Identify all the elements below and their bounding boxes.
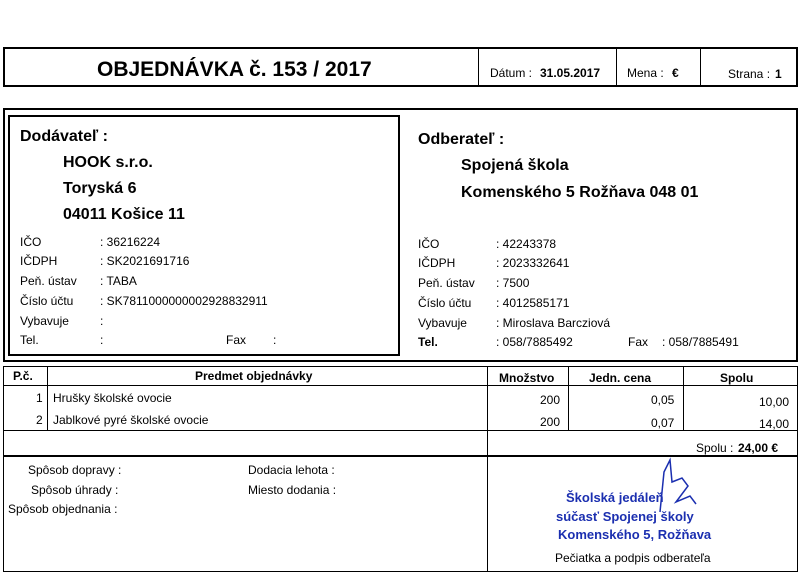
header-divider-3 bbox=[700, 49, 701, 85]
signature-caption: Pečiatka a podpis odberateľa bbox=[555, 551, 711, 565]
supplier-field-label: Tel. bbox=[20, 333, 39, 347]
customer-fax-label: Fax bbox=[628, 335, 649, 349]
currency-value: € bbox=[672, 66, 679, 80]
table-col-line bbox=[47, 366, 48, 430]
supplier-field-label: Číslo účtu bbox=[20, 294, 74, 308]
currency-label: Mena : bbox=[627, 66, 664, 80]
supplier-heading: Dodávateľ : bbox=[20, 128, 108, 145]
row-qty: 200 bbox=[540, 393, 561, 407]
customer-fax-value: : 058/7885491 bbox=[662, 335, 739, 349]
customer-heading: Odberateľ : bbox=[418, 131, 505, 148]
customer-field-label: IČDPH bbox=[418, 256, 456, 270]
page-label: Strana : bbox=[728, 67, 771, 81]
row-qty: 200 bbox=[540, 415, 561, 429]
customer-field-label: Číslo účtu bbox=[418, 296, 472, 310]
row-unit: 0,05 bbox=[651, 393, 675, 407]
supplier-street: Toryská 6 bbox=[63, 180, 137, 197]
supplier-field-label: IČO bbox=[20, 235, 42, 249]
customer-address: Komenského 5 Rožňava 048 01 bbox=[461, 184, 699, 201]
table-header-unit: Jedn. cena bbox=[589, 371, 652, 385]
order-method-label: Spôsob objednania : bbox=[8, 502, 118, 516]
signature-mark bbox=[630, 452, 710, 522]
sum-label: Spolu : bbox=[696, 441, 734, 455]
row-no: 1 bbox=[36, 391, 43, 405]
supplier-field-value: : bbox=[100, 314, 104, 328]
customer-field-value: : 2023332641 bbox=[496, 256, 570, 270]
table-col-line bbox=[568, 366, 569, 430]
footer-divider bbox=[487, 456, 488, 572]
stamp-line-2: súčasť Spojenej školy bbox=[556, 509, 694, 524]
supplier-fax-value: : bbox=[273, 333, 277, 347]
row-total: 14,00 bbox=[759, 417, 790, 431]
items-table bbox=[3, 366, 798, 456]
table-header-qty: Množstvo bbox=[499, 371, 555, 385]
sum-value: 24,00 € bbox=[738, 441, 779, 455]
supplier-field-label: Peň. ústav bbox=[20, 274, 77, 288]
customer-field-label: Vybavuje bbox=[418, 316, 467, 330]
header-divider-2 bbox=[616, 49, 617, 85]
customer-field-value: : 7500 bbox=[496, 276, 530, 290]
stamp-line-1: Školská jedáleň bbox=[566, 490, 664, 505]
payment-label: Spôsob úhrady : bbox=[31, 483, 119, 497]
table-col-line bbox=[683, 366, 684, 430]
customer-field-label: IČO bbox=[418, 237, 440, 251]
delivery-term-label: Dodacia lehota : bbox=[248, 463, 335, 477]
supplier-field-label: Vybavuje bbox=[20, 314, 69, 328]
customer-field-value: : 4012585171 bbox=[496, 296, 570, 310]
customer-field-value: : Miroslava Barcziová bbox=[496, 316, 611, 330]
row-total: 10,00 bbox=[759, 395, 790, 409]
table-header-no: P.č. bbox=[13, 369, 33, 383]
supplier-name: HOOK s.r.o. bbox=[63, 154, 153, 171]
table-body-line bbox=[3, 430, 798, 431]
row-unit: 0,07 bbox=[651, 416, 675, 430]
customer-field-value: : 058/7885492 bbox=[496, 335, 573, 349]
table-header-item: Predmet objednávky bbox=[195, 369, 313, 383]
row-no: 2 bbox=[36, 413, 43, 427]
customer-name: Spojená škola bbox=[461, 157, 569, 174]
supplier-city: 04011 Košice 11 bbox=[63, 206, 185, 223]
table-header-line bbox=[3, 385, 798, 386]
supplier-field-label: IČDPH bbox=[20, 254, 58, 268]
supplier-field-value: : bbox=[100, 333, 104, 347]
customer-field-label: Tel. bbox=[418, 335, 438, 349]
table-col-line bbox=[487, 366, 488, 456]
transport-label: Spôsob dopravy : bbox=[28, 463, 122, 477]
table-header-total: Spolu bbox=[720, 371, 754, 385]
supplier-field-value: : TABA bbox=[100, 274, 137, 288]
customer-field-value: : 42243378 bbox=[496, 237, 557, 251]
document-title: OBJEDNÁVKA č. 153 / 2017 bbox=[97, 58, 372, 81]
page-value: 1 bbox=[775, 67, 782, 81]
row-item: Jablkové pyré školské ovocie bbox=[53, 413, 209, 427]
stamp-line-3: Komenského 5, Rožňava bbox=[558, 527, 712, 542]
supplier-field-value: : SK7811000000002928832911 bbox=[100, 294, 268, 308]
supplier-field-value: : SK2021691716 bbox=[100, 254, 190, 268]
row-item: Hrušky školské ovocie bbox=[53, 391, 172, 405]
customer-field-label: Peň. ústav bbox=[418, 276, 475, 290]
date-value: 31.05.2017 bbox=[540, 66, 601, 80]
header-divider-1 bbox=[478, 49, 479, 85]
date-label: Dátum : bbox=[490, 66, 533, 80]
supplier-field-value: : 36216224 bbox=[100, 235, 161, 249]
delivery-place-label: Miesto dodania : bbox=[248, 483, 337, 497]
supplier-fax-label: Fax bbox=[226, 333, 247, 347]
